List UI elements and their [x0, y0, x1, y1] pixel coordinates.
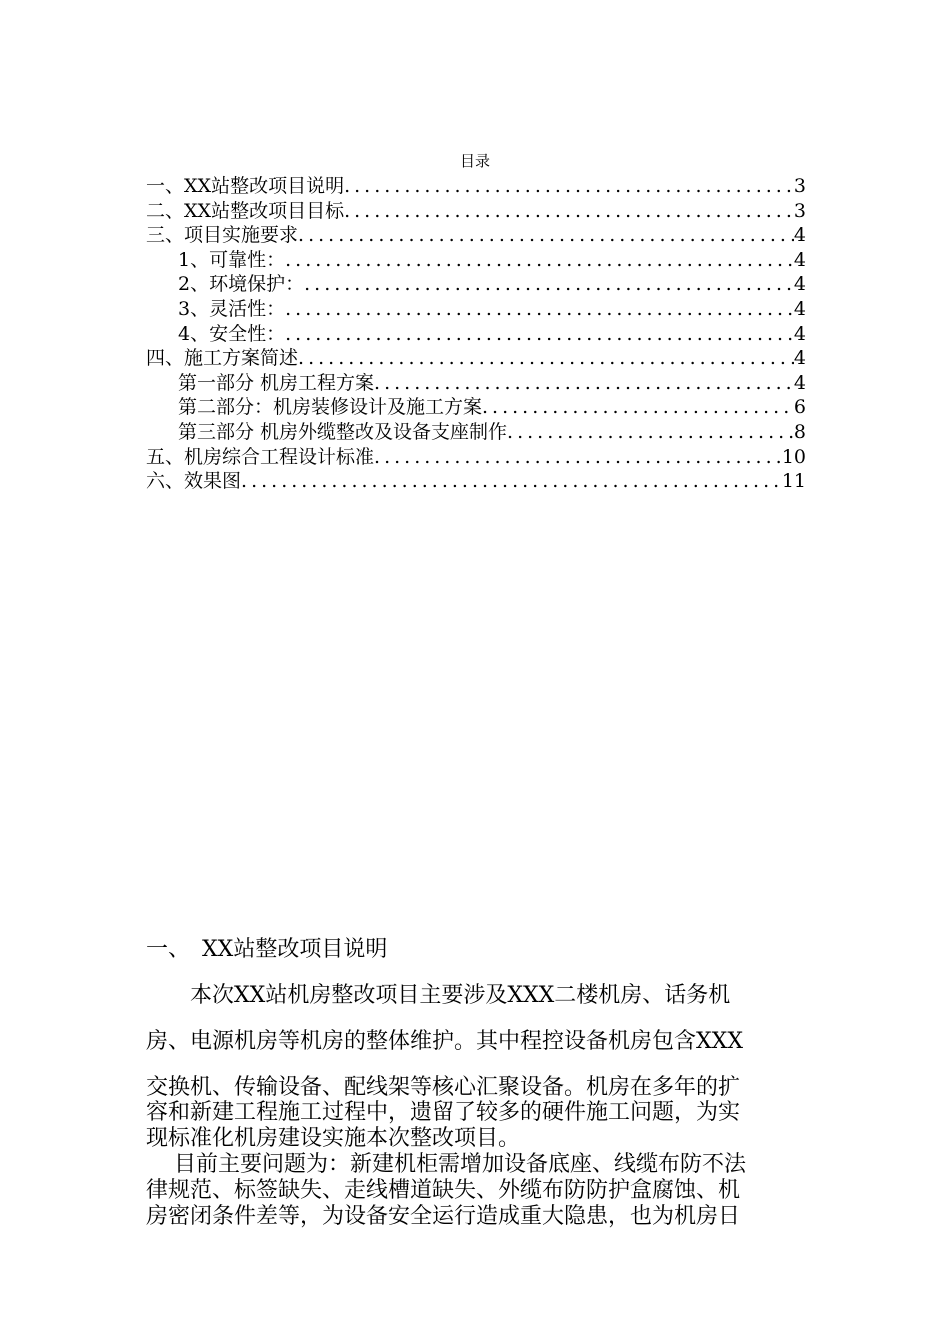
toc-entry[interactable]	[146, 174, 806, 199]
text-line: 本次XX站机房整改项目主要涉及XXX二楼机房、话务机	[190, 983, 731, 1008]
toc-entry-number: 四、	[146, 347, 185, 370]
toc-leader-dots	[298, 346, 794, 371]
toc-leader-dots	[285, 248, 794, 273]
toc-entry[interactable]	[146, 445, 806, 470]
toc-entry-number: 六、	[146, 470, 185, 493]
section-title: XX站整改项目说明	[202, 937, 388, 962]
text-line: 交换机、传输设备、配线架等核心汇聚设备。机房在多年的扩	[146, 1074, 741, 1100]
toc-entry-text: 第一部分 机房工程方案	[178, 371, 375, 394]
toc-entry-page: 3	[793, 175, 806, 197]
toc-entry[interactable]	[146, 346, 806, 371]
toc-entry-page: 4	[793, 371, 806, 394]
toc-entry-text: XX站整改项目说明	[184, 175, 345, 197]
table-of-contents	[146, 174, 806, 494]
toc-entry-number: 二、	[146, 199, 185, 222]
toc-entry-text: 第三部分 机房外缆整改及设备支座制作	[178, 420, 508, 443]
text-line: 房密闭条件差等，为设备安全运行造成重大隐患，也为机房日	[146, 1203, 741, 1229]
toc-entry-number: 三、	[146, 224, 185, 247]
toc-entry-text: 环境保护：	[209, 273, 305, 296]
toc-leader-dots	[344, 174, 794, 199]
toc-entry-number: 4、	[178, 322, 210, 345]
toc-entry-page: 4	[793, 297, 806, 320]
toc-entry-text: XX站整改项目目标	[184, 199, 345, 222]
text-line: 现标准化机房建设实施本次整改项目。	[146, 1126, 521, 1152]
toc-entry[interactable]	[146, 297, 806, 322]
toc-entry-text: 第二部分：机房装修设计及施工方案	[178, 396, 483, 419]
toc-entry-page: 4	[793, 248, 806, 271]
toc-entry-number: 一、	[146, 175, 185, 197]
toc-entry-page: 8	[793, 420, 806, 443]
toc-entry-page: 4	[793, 322, 806, 345]
body-paragraph	[146, 983, 808, 1229]
toc-entry-number: 五、	[146, 445, 185, 468]
toc-leader-dots	[241, 469, 782, 494]
toc-entry-text: 灵活性：	[209, 297, 286, 320]
toc-leader-dots	[507, 420, 794, 445]
toc-entry[interactable]	[146, 223, 806, 248]
toc-entry-number: 2、	[178, 273, 210, 296]
toc-leader-dots	[285, 297, 794, 322]
toc-leader-dots	[298, 223, 794, 248]
toc-leader-dots	[482, 395, 794, 420]
toc-entry[interactable]	[146, 420, 806, 445]
toc-title: 目录	[459, 152, 490, 170]
toc-entry-page: 4	[793, 347, 806, 370]
toc-entry-text: 安全性：	[209, 322, 286, 345]
toc-entry-text: 可靠性：	[209, 248, 286, 271]
toc-entry-text: 效果图	[184, 470, 242, 493]
toc-leader-dots	[374, 445, 782, 470]
toc-entry[interactable]	[146, 469, 806, 494]
text-line: 目前主要问题为：新建机柜需增加设备底座、线缆布防不法	[174, 1151, 747, 1177]
toc-entry-page: 6	[793, 396, 806, 419]
toc-leader-dots	[374, 371, 794, 396]
toc-entry-number: 1、	[178, 248, 210, 271]
text-line: 律规范、标签缺失、走线槽道缺失、外缆布防防护盒腐蚀、机	[146, 1177, 741, 1203]
toc-entry[interactable]	[146, 199, 806, 224]
toc-entry-text: 施工方案简述	[184, 347, 299, 370]
toc-entry-page: 3	[793, 199, 806, 222]
toc-entry-page: 10	[781, 445, 806, 468]
section-heading	[146, 932, 387, 963]
toc-leader-dots	[304, 272, 794, 297]
text-line: 房、电源机房等机房的整体维护。其中程控设备机房包含XXX	[146, 1028, 743, 1054]
toc-leader-dots	[344, 199, 794, 224]
toc-entry[interactable]	[146, 322, 806, 347]
toc-entry[interactable]	[146, 272, 806, 297]
text-line: 容和新建工程施工过程中，遗留了较多的硬件施工问题，为实	[146, 1100, 741, 1126]
section-number: 一、	[146, 937, 191, 962]
toc-leader-dots	[285, 322, 794, 347]
toc-entry[interactable]	[146, 371, 806, 396]
toc-entry[interactable]	[146, 395, 806, 420]
toc-entry-number: 3、	[178, 297, 210, 320]
toc-entry-page: 4	[793, 224, 806, 247]
toc-entry-text: 机房综合工程设计标准	[184, 445, 375, 468]
toc-entry-page: 4	[793, 273, 806, 296]
toc-entry-page: 11	[781, 470, 806, 493]
toc-entry-text: 项目实施要求	[184, 224, 299, 247]
toc-entry[interactable]	[146, 248, 806, 273]
